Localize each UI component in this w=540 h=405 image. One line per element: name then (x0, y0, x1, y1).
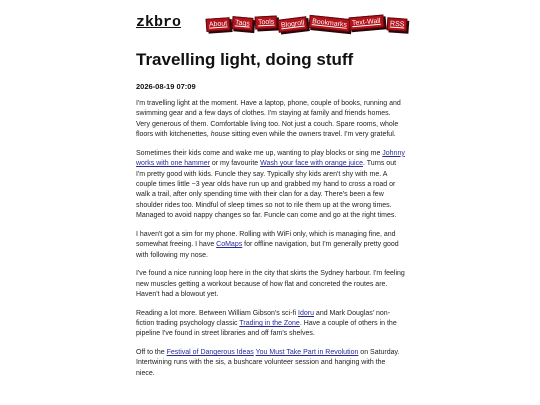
nav-text-wall[interactable]: Text-Wall (348, 15, 384, 31)
text: Off to the (136, 349, 167, 357)
nav-rss[interactable]: RSS (387, 17, 408, 31)
text: or my favourite (209, 160, 261, 168)
text: Reading a lot more. Between William Gibson's sci-fi (136, 309, 299, 317)
link-johnny-works-with-one-hammer[interactable]: Johnny works with one hammer (136, 149, 405, 168)
nav-tags[interactable]: Tags (231, 16, 253, 31)
text: . Have a couple of others in the pipeline I've found in street libraries and off fam's shelves. (136, 320, 397, 338)
nav-about[interactable]: About (206, 17, 231, 32)
paragraph (136, 99, 406, 141)
nav-bookmarks[interactable]: Bookmarks (308, 15, 350, 32)
text: on Saturday. Intertwining runs with the sis, a bushcare volunteer session and hanging with the niece. (136, 349, 400, 377)
nav-blogroll[interactable]: Blogroll (277, 16, 308, 32)
link-festival-of-dangerous-ideas[interactable]: Festival of Dangerous Ideas (166, 349, 254, 357)
link-wash-your-face-with-orange-juice[interactable]: Wash your face with orange juice (260, 160, 363, 168)
text: I've found a nice running loop here in the city that skirts the Sydney harbour. I'm feeling new muscles getting a workout because of how flat and concreted the routes are. Haven't had a blowout yet. (136, 270, 405, 299)
paragraph (136, 230, 406, 261)
post-body (136, 99, 406, 387)
link-comaps[interactable]: CoMaps (216, 241, 243, 249)
paragraph (136, 269, 406, 300)
link-idoru[interactable]: Idoru (298, 309, 314, 317)
post-date: 2026-08-19 07:09 (136, 82, 196, 91)
post-title: Travelling light, doing stuff (136, 50, 354, 69)
link-trading-in-the-zone[interactable]: Trading in the Zone (239, 320, 300, 328)
paragraph (136, 309, 406, 340)
emphasis: house (210, 131, 230, 139)
link-you-must-take-part-in-revolution[interactable]: You Must Take Part in Revolution (255, 349, 359, 357)
text: Sometimes their kids come and wake me up, wanting to play blocks or sing me (136, 149, 383, 157)
text: I'm travelling light at the moment. Have a laptop, phone, couple of books, running and swimming gear and a few days of clothes. I'm staying at family and friends homes. Very generous of them. Comfortable living too. Not just a couch. Spare rooms, whole floors with kitchenettes, (136, 100, 401, 139)
nav-tools[interactable]: Tools (255, 15, 278, 29)
text: for offline navigation, but I'm generally pretty good with following my nose. (136, 241, 399, 259)
paragraph (136, 348, 406, 379)
site-title-link[interactable]: zkbro (136, 14, 182, 31)
text: . Turns out I'm pretty good with kids. Funcle they say. Typically shy kids aren't shy with me. A couple times little ~3 year olds have run up and grabbed my hand to cross a road or walk a trail, after only spending time with their clan for a day. There's been a few shoulder rides too. Mindful of sleep times so not to rile them up at the wrong times. Managed to avoid nappy changes so far. Funcle can come and go at the right times. (136, 160, 397, 220)
text: sitting even while the owners travel. I'm very grateful. (229, 131, 396, 139)
paragraph (136, 149, 406, 222)
text: and Mark Douglas' non-fiction trading psychology classic (136, 309, 391, 328)
text: I haven't got a sim for my phone. Rolling with WiFi only, which is managing fine, and somewhat freeing. I have (136, 230, 396, 249)
